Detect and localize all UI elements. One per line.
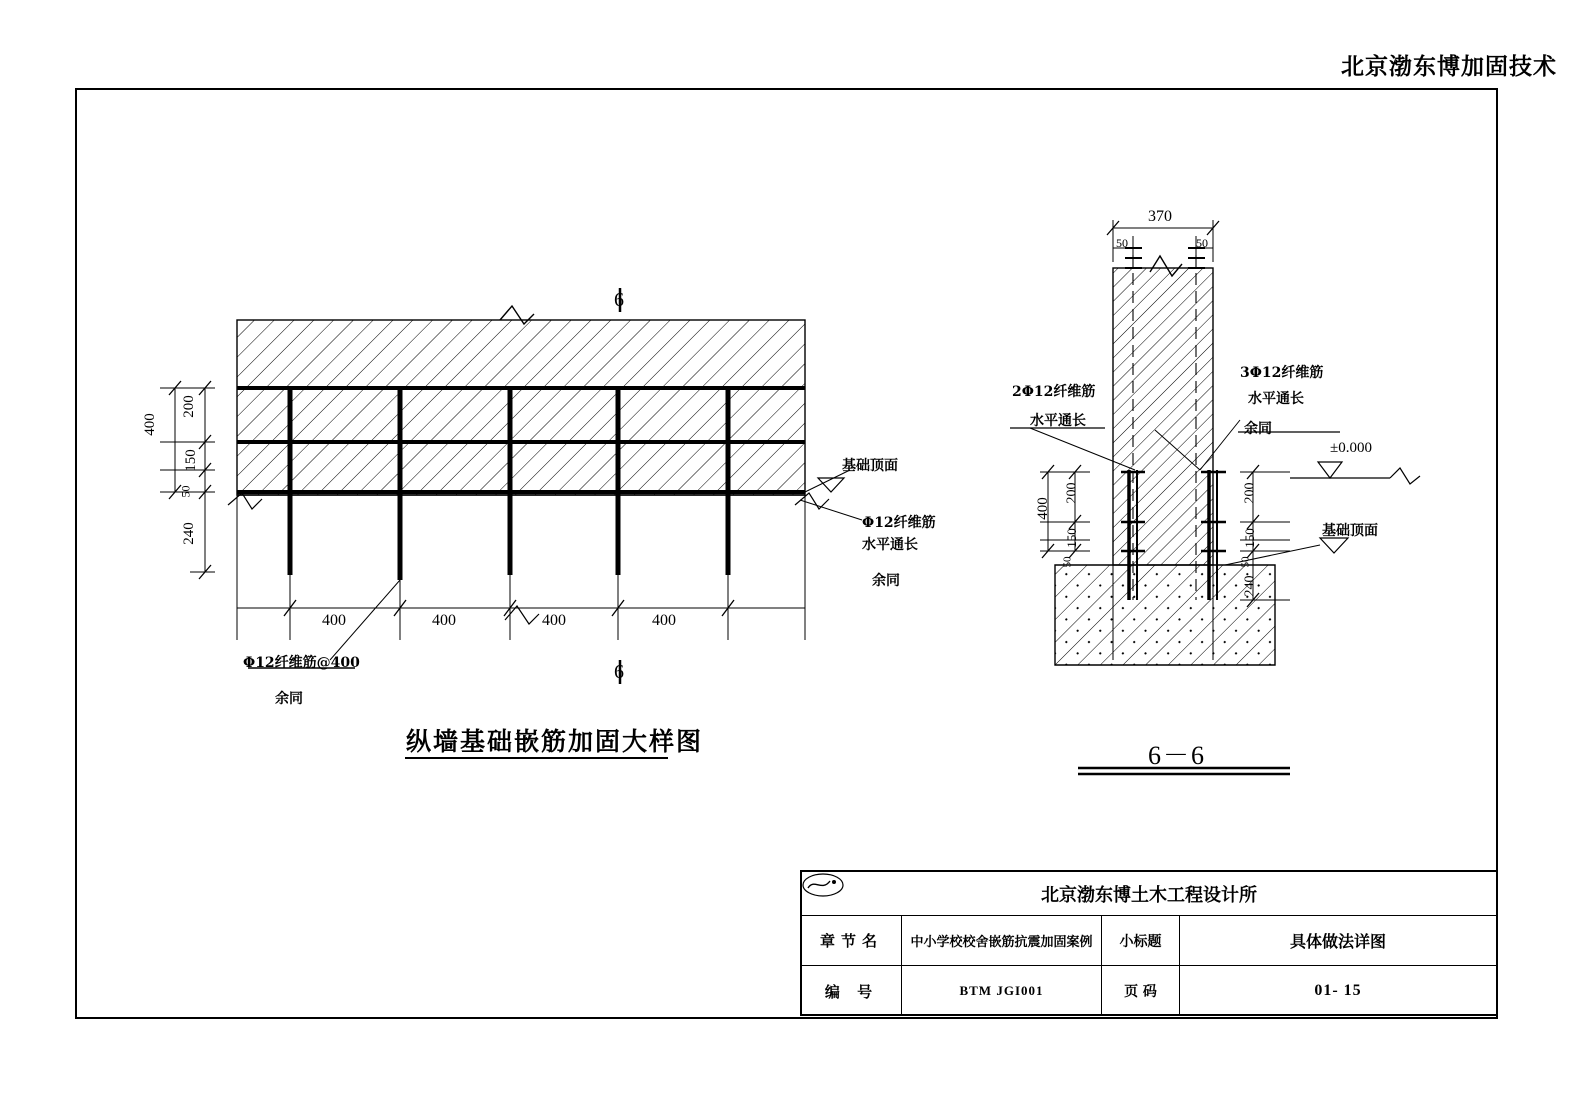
section-caption: 6－6: [1148, 741, 1207, 770]
chapter-value: 中小学校校舍嵌筋抗震加固案例: [902, 916, 1102, 965]
title-block-row-3: [802, 966, 1496, 1016]
left-detail-caption: 纵墙基础嵌筋加固大样图: [406, 727, 704, 756]
dim-left-400: 400: [141, 413, 158, 436]
label-rebar-bottom-1: Φ12纤维筋@400: [243, 655, 360, 671]
dim-left-200-a: 200: [180, 395, 197, 418]
label-right-rebar-3: 余同: [1244, 421, 1272, 437]
page-value: 01- 15: [1314, 982, 1362, 999]
chapter-label: 章节名: [802, 916, 902, 965]
label-foundation-top-left: 基础顶面: [842, 458, 898, 474]
dim-spacing-2: 400: [432, 612, 456, 629]
dim-150-b-section: 150: [1241, 528, 1257, 548]
title-block-header-row: [802, 872, 1496, 916]
section-mark-top: 6: [614, 289, 624, 311]
label-rebar-right-2: 水平通长: [862, 537, 918, 553]
label-right-rebar-2: 水平通长: [1248, 391, 1304, 407]
page-label: 页 码: [1102, 966, 1180, 1016]
subtitle-label: 小标题: [1102, 916, 1180, 965]
dim-50-left: 50: [1116, 236, 1128, 250]
company-logo-icon: [802, 872, 844, 898]
label-right-rebar-1: 3Φ12纤维筋: [1240, 365, 1324, 381]
dim-50-right: 50: [1196, 236, 1208, 250]
label-left-rebar-2: 水平通长: [1030, 413, 1086, 429]
section-mark-bottom: 6: [614, 661, 624, 683]
label-foundation-top-right: 基础顶面: [1322, 523, 1378, 539]
institute-name: 北京渤东博土木工程设计所: [1041, 884, 1257, 906]
dim-left-240: 240: [180, 522, 197, 545]
institute-cell: [802, 881, 1496, 907]
label-rebar-bottom-2: 余同: [275, 691, 303, 707]
dim-240-section: 240: [1242, 575, 1258, 597]
dim-150-a-section: 150: [1063, 528, 1079, 548]
dim-spacing-3: 400: [542, 612, 566, 629]
level-mark: ±0.000: [1330, 440, 1372, 456]
dim-spacing-4: 400: [652, 612, 676, 629]
label-rebar-right-3: 余同: [872, 573, 900, 589]
title-block: [800, 870, 1498, 1016]
dim-left-50: 50: [178, 485, 193, 498]
dim-left-150: 150: [182, 449, 199, 472]
label-left-rebar-1: 2Φ12纤维筋: [1012, 384, 1096, 400]
dim-200-b-section: 200: [1242, 482, 1258, 504]
dim-50-b-section: 50: [1239, 556, 1252, 568]
dim-400-section: 400: [1034, 497, 1051, 520]
header-company: 北京渤东博加固技术: [1341, 53, 1557, 80]
dim-200-a-section: 200: [1064, 482, 1080, 504]
number-value: BTM JGI001: [902, 966, 1102, 1016]
dim-370: 370: [1148, 208, 1172, 225]
subtitle-value: 具体做法详图: [1289, 932, 1386, 951]
title-block-row-2: [802, 916, 1496, 966]
dim-50-a-section: 50: [1061, 556, 1074, 568]
label-rebar-right-1: Φ12纤维筋: [862, 515, 936, 531]
number-label: 编 号: [802, 966, 902, 1016]
dim-spacing-1: 400: [322, 612, 346, 629]
